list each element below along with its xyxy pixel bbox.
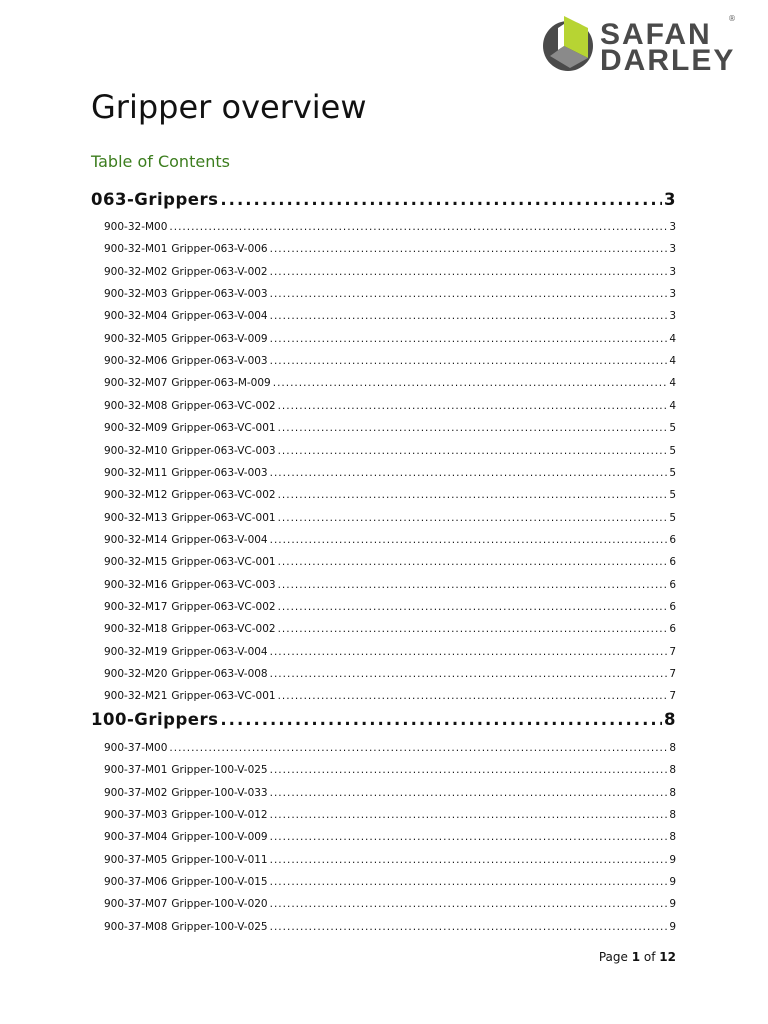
- toc-entry-name: Gripper-063-V-009: [171, 332, 268, 345]
- toc-entry-code: 900-32-M10: [104, 444, 168, 457]
- toc-leader-dots: [270, 467, 668, 479]
- toc-entry-page: 5: [669, 422, 676, 435]
- toc-entry-page: 8: [669, 786, 676, 799]
- toc-entry-page: 5: [669, 466, 676, 479]
- toc-entry-page: 8: [669, 764, 676, 777]
- toc-entry-name: Gripper-063-V-004: [171, 310, 268, 323]
- toc-entry-page: 9: [669, 920, 676, 933]
- toc-entry-code: 900-32-M12: [104, 489, 168, 502]
- footer-of-label: of: [643, 950, 656, 964]
- toc-entry[interactable]: [91, 831, 676, 847]
- toc-entry-name: Gripper-100-V-015: [171, 876, 268, 889]
- toc-section-page: 8: [664, 710, 676, 729]
- toc-entry-code: 900-32-M05: [104, 332, 168, 345]
- toc-entry-code: 900-32-M03: [104, 288, 168, 301]
- toc-leader-dots: [270, 831, 668, 843]
- toc-entry[interactable]: [91, 623, 676, 639]
- toc-entry[interactable]: [91, 787, 676, 803]
- toc-entry-code: 900-37-M04: [104, 831, 168, 844]
- toc-leader-dots: [278, 556, 668, 568]
- toc-entry-name: Gripper-100-V-012: [171, 809, 268, 822]
- toc-entry[interactable]: [91, 876, 676, 892]
- toc-entry-name: Gripper-063-M-009: [171, 377, 271, 390]
- toc-entry-name: Gripper-063-V-002: [171, 265, 268, 278]
- toc-entry-code: 900-37-M03: [104, 809, 168, 822]
- toc-entry-code: 900-32-M08: [104, 399, 168, 412]
- toc-entry-name: Gripper-063-V-004: [171, 645, 268, 658]
- toc-entry-code: 900-37-M06: [104, 876, 168, 889]
- toc-entry[interactable]: [91, 266, 676, 282]
- toc-entry-name: Gripper-063-VC-002: [171, 489, 276, 502]
- toc-entry[interactable]: [91, 288, 676, 304]
- toc-entry[interactable]: [91, 422, 676, 438]
- toc-entry-code: 900-32-M15: [104, 556, 168, 569]
- toc-leader-dots: [270, 898, 668, 910]
- toc-entry-code: 900-32-M11: [104, 466, 168, 479]
- toc-leader-dots: [278, 623, 668, 635]
- toc-entry[interactable]: [91, 377, 676, 393]
- toc-entry-name: Gripper-063-VC-002: [171, 623, 276, 636]
- toc-entry[interactable]: [91, 512, 676, 528]
- toc-entry-name: Gripper-100-V-020: [171, 898, 268, 911]
- toc-entry-name: Gripper-063-V-008: [171, 668, 268, 680]
- page-title: Gripper overview: [91, 88, 367, 126]
- toc-entry[interactable]: [91, 690, 676, 706]
- toc-leader-dots: [270, 787, 668, 799]
- footer-current-page: 1: [631, 950, 641, 964]
- toc-entry-name: Gripper-100-V-011: [171, 853, 268, 866]
- toc-leader-dots: [278, 422, 668, 434]
- toc-entry-page: 4: [669, 377, 676, 390]
- toc-entry-code: 900-32-M16: [104, 578, 168, 591]
- toc-section-page: 3: [664, 190, 676, 209]
- toc-section-entry[interactable]: [91, 710, 676, 734]
- toc-entry-code: 900-32-M14: [104, 533, 168, 546]
- toc-entry-code: 900-37-M01: [104, 764, 168, 777]
- toc-entry-page: 6: [669, 556, 676, 569]
- toc-entry-name: Gripper-063-V-003: [171, 466, 268, 479]
- toc-entry[interactable]: [91, 742, 676, 758]
- toc-entry-code: 900-32-M20: [104, 668, 168, 680]
- toc-leader-dots: [278, 445, 668, 457]
- toc-entry[interactable]: [91, 534, 676, 550]
- logo-word-safan: SAFAN: [600, 18, 712, 51]
- toc-leader-dots: [270, 764, 668, 776]
- toc-entry-code: 900-32-M18: [104, 623, 168, 636]
- toc-leader-dots: [278, 512, 668, 524]
- toc-entry-code: 900-32-M02: [104, 265, 168, 278]
- toc-leader-dots: [270, 854, 668, 866]
- toc-entry-code: 900-32-M01: [104, 243, 168, 256]
- toc-entry[interactable]: [91, 310, 676, 326]
- toc-entry-page: 3: [669, 265, 676, 278]
- toc-entry-name: Gripper-063-V-003: [171, 355, 268, 368]
- toc-entry-name: Gripper-063-VC-003: [171, 578, 276, 591]
- toc-entry-code: 900-32-M19: [104, 645, 168, 658]
- toc-entry-page: 6: [669, 600, 676, 613]
- toc-entry-page: 9: [669, 898, 676, 911]
- toc-leader-dots: [270, 288, 668, 300]
- toc-entry-name: Gripper-100-V-025: [171, 764, 268, 777]
- toc-entry[interactable]: [91, 921, 676, 937]
- registered-mark: ®: [728, 14, 736, 23]
- toc-entry-code: 900-32-M17: [104, 600, 168, 613]
- toc-entry-name: Gripper-100-V-009: [171, 831, 268, 844]
- toc-entry[interactable]: [91, 467, 676, 483]
- toc-entry-name: Gripper-063-VC-001: [171, 556, 276, 569]
- toc-entry-page: 6: [669, 578, 676, 591]
- toc-entry-page: 3: [669, 221, 676, 233]
- footer-page-label: Page: [598, 950, 628, 964]
- toc-entry-name: Gripper-100-V-033: [171, 786, 268, 799]
- toc-entry-code: 900-32-M09: [104, 422, 168, 435]
- toc-entry[interactable]: [91, 243, 676, 259]
- footer-total-pages: 12: [659, 950, 676, 964]
- toc-entry[interactable]: [91, 601, 676, 617]
- toc-entry-page: 7: [669, 668, 676, 680]
- toc-entry[interactable]: [91, 854, 676, 870]
- toc-entry-name: Gripper-063-VC-001: [171, 511, 276, 524]
- toc-leader-dots: [270, 921, 668, 933]
- toc-leader-dots: [270, 809, 668, 821]
- toc-section-entry[interactable]: [91, 190, 676, 214]
- toc-entry-page: 6: [669, 533, 676, 546]
- toc-entry-page: 4: [669, 332, 676, 345]
- toc-entry-name: Gripper-063-V-003: [171, 288, 268, 301]
- toc-leader-dots: [270, 646, 668, 658]
- toc-leader-dots: [270, 355, 668, 367]
- toc-leader-dots: [169, 221, 667, 233]
- toc-heading: Table of Contents: [91, 152, 230, 171]
- toc-entry-code: 900-32-M21: [104, 690, 168, 703]
- toc-entry-name: Gripper-063-VC-002: [171, 399, 276, 412]
- toc-entry-code: 900-32-M00: [104, 221, 168, 233]
- toc-leader-dots: [270, 534, 668, 546]
- toc-entry[interactable]: [91, 445, 676, 461]
- toc-entry-page: 9: [669, 876, 676, 889]
- toc-entry-page: 8: [669, 831, 676, 844]
- toc-entry-code: 900-37-M00: [104, 742, 168, 754]
- toc-section-label: 100-Grippers: [91, 710, 219, 729]
- page-footer: [599, 950, 676, 964]
- toc-entry-code: 900-32-M07: [104, 377, 168, 390]
- toc-leader-dots: [270, 876, 668, 888]
- toc-entry-code: 900-32-M04: [104, 310, 168, 323]
- toc-entry-page: 5: [669, 511, 676, 524]
- toc-entry-page: 7: [669, 645, 676, 658]
- toc-leader-dots: [278, 400, 668, 412]
- toc-entry[interactable]: [91, 646, 676, 662]
- toc-entry-page: 3: [669, 243, 676, 256]
- toc-entry[interactable]: [91, 221, 676, 237]
- toc-entry-code: 900-32-M06: [104, 355, 168, 368]
- toc-entry-code: 900-37-M02: [104, 786, 168, 799]
- toc-entry-page: 6: [669, 623, 676, 636]
- toc-entry-page: 5: [669, 444, 676, 457]
- toc-entry[interactable]: [91, 400, 676, 416]
- toc-entry-name: Gripper-063-VC-002: [171, 600, 276, 613]
- toc-leader-dots: [278, 601, 668, 613]
- toc-entry-code: 900-32-M13: [104, 511, 168, 524]
- toc-entry-name: Gripper-063-VC-001: [171, 690, 276, 703]
- toc-leader-dots: [278, 489, 668, 501]
- toc-entry-name: Gripper-063-V-004: [171, 533, 268, 546]
- toc-entry-code: 900-37-M07: [104, 898, 168, 911]
- toc-entry[interactable]: [91, 333, 676, 349]
- toc-entry[interactable]: [91, 355, 676, 371]
- toc-leader-dots: [270, 266, 668, 278]
- toc-entry-page: 7: [669, 690, 676, 703]
- toc-entry-code: 900-37-M05: [104, 853, 168, 866]
- toc-leader-dots: [273, 377, 668, 389]
- toc-leader-dots: [270, 243, 668, 255]
- toc-entry-page: 4: [669, 355, 676, 368]
- toc-entry-code: 900-37-M08: [104, 920, 168, 933]
- toc-entry[interactable]: [91, 579, 676, 595]
- toc-entry-name: Gripper-100-V-025: [171, 920, 268, 933]
- toc-leader-dots: [220, 190, 662, 209]
- toc-leader-dots: [220, 710, 662, 729]
- logo-word-darley: DARLEY: [600, 44, 736, 77]
- toc-leader-dots: [270, 668, 668, 680]
- toc-entry[interactable]: [91, 556, 676, 572]
- toc-leader-dots: [270, 310, 668, 322]
- toc-entry-page: 5: [669, 489, 676, 502]
- toc-entry[interactable]: [91, 809, 676, 825]
- toc-section-label: 063-Grippers: [91, 190, 219, 209]
- toc-entry[interactable]: [91, 668, 676, 684]
- toc-entry-page: 9: [669, 853, 676, 866]
- toc-entry-name: Gripper-063-VC-001: [171, 422, 276, 435]
- toc-entry-page: 4: [669, 399, 676, 412]
- toc-entry-name: Gripper-063-V-006: [171, 243, 268, 256]
- toc-entry-page: 3: [669, 288, 676, 301]
- toc-entry[interactable]: [91, 489, 676, 505]
- toc-leader-dots: [278, 690, 668, 702]
- toc-entry-page: 8: [669, 742, 676, 754]
- toc-entry[interactable]: [91, 898, 676, 914]
- toc-entry[interactable]: [91, 764, 676, 780]
- toc-entry-page: 3: [669, 310, 676, 323]
- toc-entry-page: 8: [669, 809, 676, 822]
- toc-leader-dots: [270, 333, 668, 345]
- toc-entry-name: Gripper-063-VC-003: [171, 444, 276, 457]
- toc-leader-dots: [278, 579, 668, 591]
- toc-leader-dots: [169, 742, 667, 754]
